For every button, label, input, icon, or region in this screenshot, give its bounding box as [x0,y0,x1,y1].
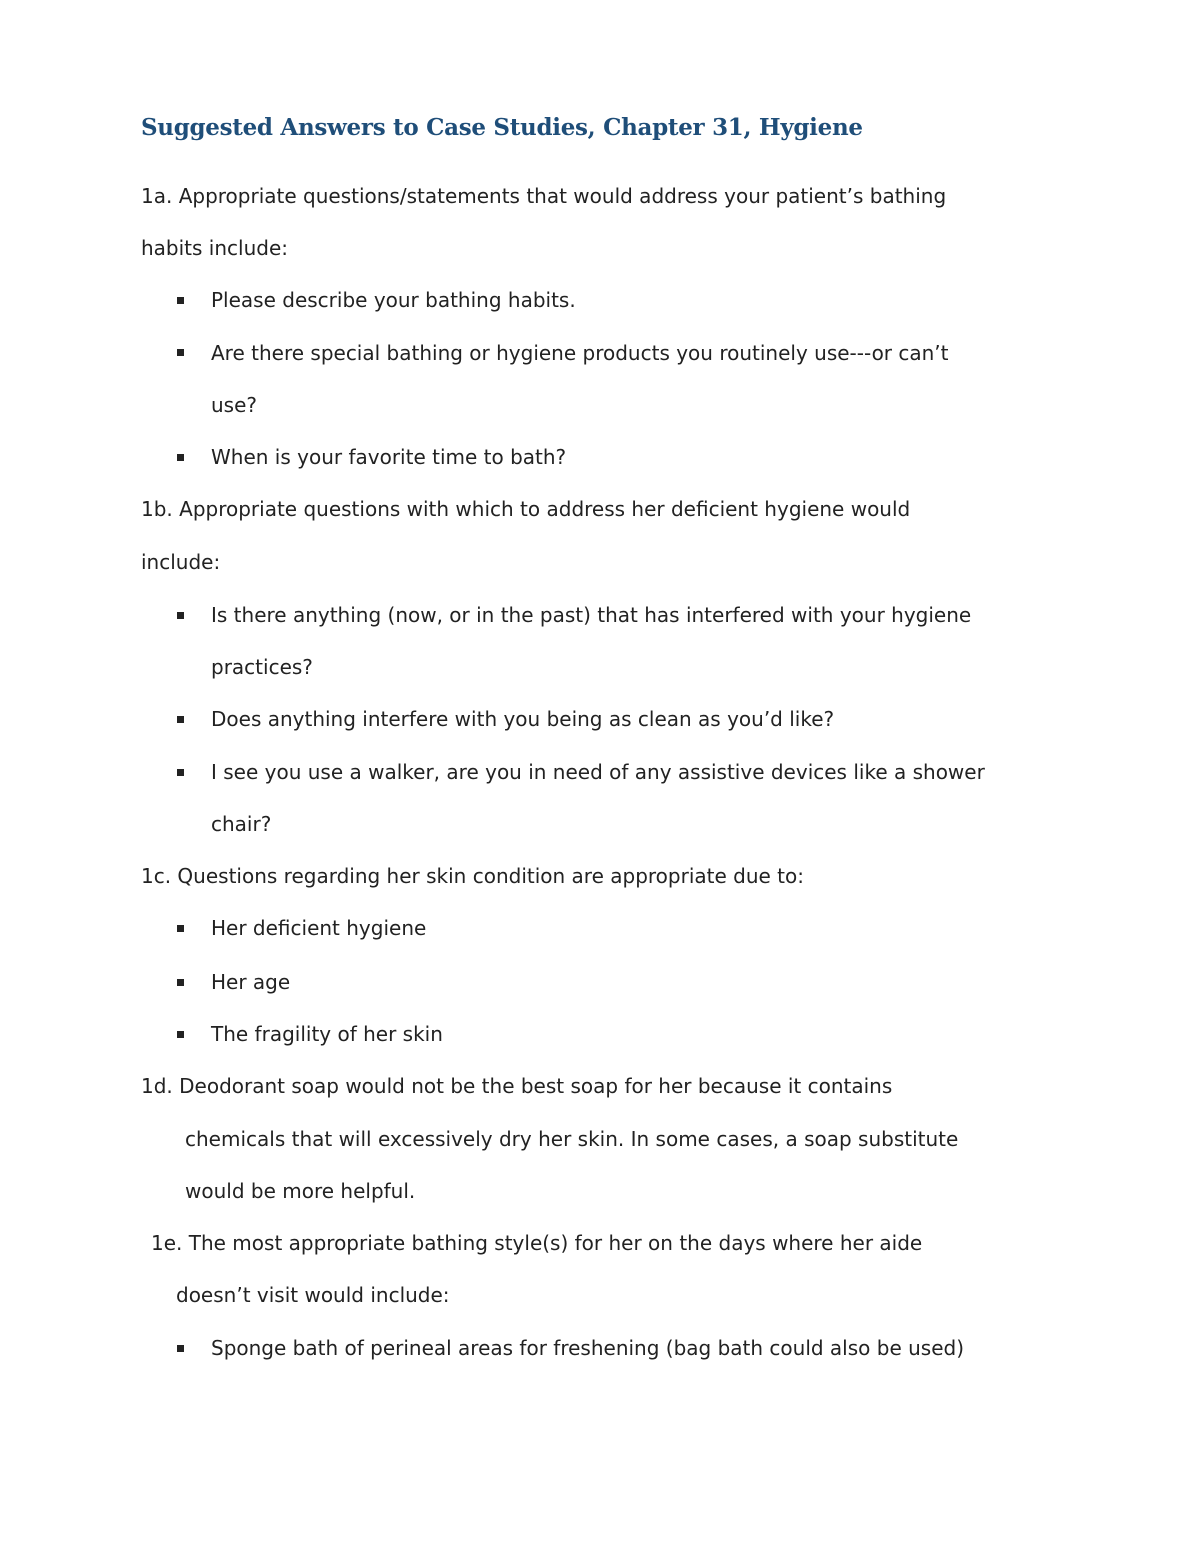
question-1d-text-continued: chemicals that will excessively dry her skin. In some cases, a soap substitute [185,1127,959,1151]
bullet-icon [177,1345,184,1352]
list-item: Does anything interfere with you being as clean as you’d like? [211,707,835,731]
list-item: Are there special bathing or hygiene products you routinely use---or can’t [211,341,949,365]
question-1a-text-continued: habits include: [141,236,289,260]
list-item: Her age [211,970,291,994]
question-1e-text-continued: doesn’t visit would include: [176,1283,450,1307]
page-title: Suggested Answers to Case Studies, Chapter 31, Hygiene [141,114,863,141]
list-item: The fragility of her skin [211,1022,443,1046]
list-item-continued: use? [211,393,258,417]
list-item-continued: chair? [211,812,272,836]
list-item: Please describe your bathing habits. [211,288,576,312]
bullet-icon [177,297,184,304]
question-1a-text: 1a. Appropriate questions/statements that would address your patient’s bathing [141,184,947,208]
bullet-icon [177,349,184,356]
bullet-icon [177,612,184,619]
list-item: Is there anything (now, or in the past) that has interfered with your hygiene [211,603,972,627]
bullet-icon [177,925,184,932]
question-1c-text: 1c. Questions regarding her skin condition are appropriate due to: [141,864,804,888]
bullet-icon [177,716,184,723]
list-item: Her deficient hygiene [211,916,427,940]
list-item-continued: practices? [211,655,313,679]
question-1b-text-continued: include: [141,550,221,574]
question-1e-text: 1e. The most appropriate bathing style(s) for her on the days where her aide [151,1231,923,1255]
list-item: Sponge bath of perineal areas for freshening (bag bath could also be used) [211,1336,965,1360]
bullet-icon [177,979,184,986]
list-item: I see you use a walker, are you in need of any assistive devices like a shower [211,760,985,784]
question-1d-text-continued: would be more helpful. [185,1179,416,1203]
bullet-icon [177,454,184,461]
list-item: When is your favorite time to bath? [211,445,567,469]
question-1d-text: 1d. Deodorant soap would not be the best soap for her because it contains [141,1074,893,1098]
question-1b-text: 1b. Appropriate questions with which to address her deficient hygiene would [141,497,911,521]
bullet-icon [177,769,184,776]
bullet-icon [177,1031,184,1038]
